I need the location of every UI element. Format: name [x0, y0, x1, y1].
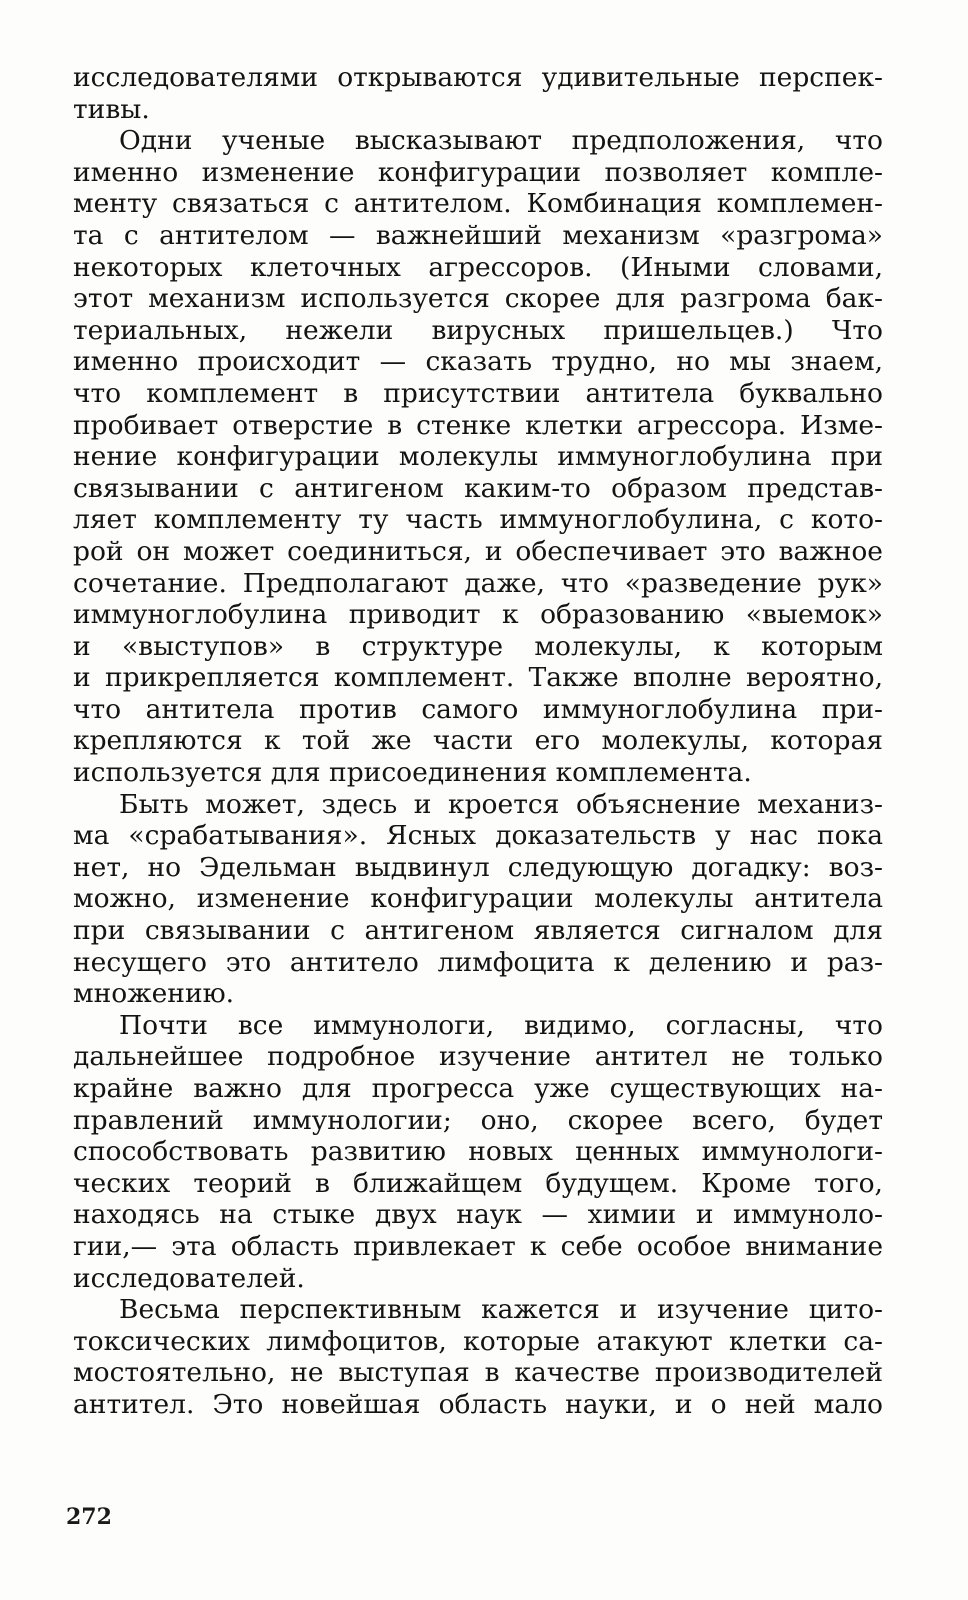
text-line: Весьма перспективным кажется и изучение цито-	[119, 1294, 883, 1326]
text-line: находясь на стыке двух наук — химии и иммуноло-	[73, 1199, 883, 1231]
body-text	[73, 62, 883, 1421]
text-line: исследователями открываются удивительные перспек-	[73, 62, 883, 93]
text-line: сочетание. Предполагают даже, что «разведение рук»	[73, 567, 883, 599]
text-line: правлений иммунологии; оно, скорее всего, будет	[73, 1104, 883, 1136]
paragraph	[73, 1294, 883, 1420]
paragraph	[73, 125, 883, 788]
text-line: исследователей.	[73, 1262, 305, 1294]
text-line: несущего это антитело лимфоцита к делению и раз-	[73, 946, 883, 978]
text-line: именно происходит — сказать трудно, но мы знаем,	[73, 346, 883, 378]
page-number: 272	[66, 1504, 112, 1530]
text-line: ляет комплементу ту часть иммуноглобулина, с кото-	[73, 504, 883, 536]
text-line: именно изменение конфигурации позволяет компле-	[73, 156, 883, 188]
text-line: можно, изменение конфигурации молекулы антитела	[73, 883, 883, 915]
text-line: крайне важно для прогресса уже существующих на-	[73, 1073, 883, 1104]
text-line: менту связаться с антителом. Комбинация комплемен-	[73, 188, 883, 220]
text-line: токсических лимфоцитов, которые атакуют клетки са-	[73, 1325, 883, 1357]
paragraph	[73, 1010, 883, 1294]
text-line: дальнейшее подробное изучение антител не только	[73, 1041, 883, 1073]
text-line: этот механизм используется скорее для разгрома бак-	[73, 283, 883, 315]
text-line: рой он может соединиться, и обеспечивает это важное	[73, 535, 883, 567]
paragraph	[73, 62, 883, 125]
text-line: ма «срабатывания». Ясных доказательств у нас пока	[73, 820, 883, 852]
text-line: некоторых клеточных агрессоров. (Иными словами,	[73, 251, 883, 283]
text-line: пробивает отверстие в стенке клетки агрессора. Изме-	[73, 409, 883, 441]
text-line: что антитела против самого иммуноглобулина при-	[73, 693, 883, 725]
text-line: и прикрепляется комплемент. Также вполне вероятно,	[73, 662, 883, 694]
text-line: териальных, нежели вирусных пришельцев.) Что	[73, 314, 883, 346]
paragraph	[73, 789, 883, 1010]
text-line: Почти все иммунологи, видимо, согласны, что	[119, 1009, 883, 1041]
text-line: способствовать развитию новых ценных иммунологи-	[73, 1136, 883, 1168]
text-line: связывании с антигеном каким-то образом представ-	[73, 472, 883, 504]
text-line: используется для присоединения комплемента.	[73, 757, 752, 789]
text-line: крепляются к той же части его молекулы, которая	[73, 725, 883, 757]
text-line: при связывании с антигеном является сигналом для	[73, 915, 883, 947]
text-line: иммуноглобулина приводит к образованию «выемок»	[73, 599, 883, 631]
text-line: что комплемент в присутствии антитела буквально	[73, 377, 883, 409]
text-line: и «выступов» в структуре молекулы, к которым	[73, 630, 883, 662]
text-line: ческих теорий в ближайщем будущем. Кроме того,	[73, 1167, 883, 1199]
text-line: тивы.	[73, 93, 150, 125]
text-line: Одни ученые высказывают предположения, что	[119, 125, 883, 157]
text-line: та с антителом — важнейший механизм «разгрома»	[73, 219, 883, 251]
text-line: гии,— эта область привлекает к себе особое внимание	[73, 1230, 883, 1262]
text-line: нение конфигурации молекулы иммуноглобулина при	[73, 441, 883, 473]
text-line: антител. Это новейшая область науки, и о ней мало	[73, 1388, 883, 1420]
text-line: Быть может, здесь и кроется объяснение механиз-	[119, 788, 883, 820]
text-line: нет, но Эдельман выдвинул следующую догадку: воз-	[73, 851, 883, 883]
text-line: множению.	[73, 978, 235, 1010]
text-line: мостоятельно, не выступая в качестве производителей	[73, 1357, 883, 1389]
